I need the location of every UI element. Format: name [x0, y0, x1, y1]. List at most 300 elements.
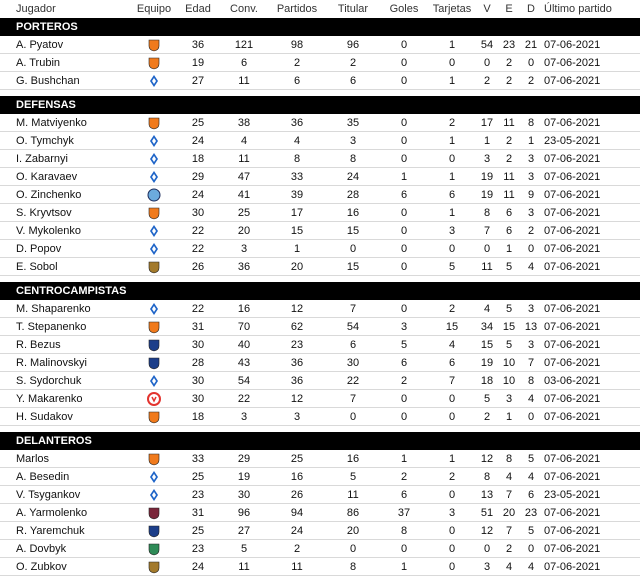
cell-date: 07-06-2021: [544, 411, 601, 423]
header-goles: Goles: [389, 3, 419, 15]
cell-titular: 8: [349, 561, 357, 573]
cell-tarjetas: 1: [448, 207, 456, 219]
player-name: V. Mykolenko: [16, 225, 82, 237]
cell-conv: 29: [237, 453, 251, 465]
team-badge: [134, 336, 174, 353]
cell-age: 25: [191, 117, 205, 129]
cell-tarjetas: 1: [448, 135, 456, 147]
cell-goles: 0: [400, 411, 408, 423]
cell-tarjetas: 2: [448, 471, 456, 483]
cell-d: 2: [527, 75, 535, 87]
cell-date: 07-06-2021: [544, 225, 601, 237]
cell-age: 18: [191, 411, 205, 423]
team-badge: [134, 504, 174, 521]
club-crest-icon: [147, 338, 161, 352]
player-name: G. Bushchan: [16, 75, 80, 87]
team-badge: [134, 54, 174, 71]
cell-age: 28: [191, 357, 205, 369]
cell-partidos: 15: [290, 225, 304, 237]
cell-partidos: 39: [290, 189, 304, 201]
cell-v: 8: [483, 207, 491, 219]
team-badge: [134, 222, 174, 239]
section-header: [0, 432, 640, 450]
cell-age: 36: [191, 39, 205, 51]
cell-titular: 0: [349, 411, 357, 423]
cell-titular: 16: [346, 453, 360, 465]
player-name: A. Dovbyk: [16, 543, 67, 555]
header-e: E: [505, 3, 513, 15]
cell-partidos: 3: [293, 411, 301, 423]
cell-d: 0: [527, 243, 535, 255]
club-crest-icon: [147, 392, 161, 406]
header-jugador: Jugador: [16, 3, 56, 15]
cell-e: 11: [503, 171, 515, 183]
cell-v: 2: [483, 411, 491, 423]
cell-titular: 11: [347, 489, 359, 501]
player-name: M. Shaparenko: [16, 303, 91, 315]
cell-goles: 0: [400, 261, 408, 273]
cell-conv: 96: [237, 507, 251, 519]
cell-date: 07-06-2021: [544, 471, 601, 483]
cell-goles: 6: [400, 357, 408, 369]
cell-d: 8: [527, 375, 535, 387]
cell-tarjetas: 3: [448, 225, 456, 237]
cell-partidos: 17: [290, 207, 304, 219]
cell-partidos: 11: [291, 561, 303, 573]
cell-goles: 0: [400, 153, 408, 165]
player-name: A. Pyatov: [16, 39, 64, 51]
player-name: S. Kryvtsov: [16, 207, 72, 219]
header-tarjetas: Tarjetas: [432, 3, 472, 15]
cell-titular: 3: [349, 135, 357, 147]
cell-age: 22: [191, 225, 205, 237]
club-crest-icon: [147, 452, 161, 466]
cell-e: 10: [502, 357, 516, 369]
cell-d: 4: [527, 393, 535, 405]
cell-partidos: 26: [290, 489, 304, 501]
team-badge: [134, 486, 174, 503]
cell-goles: 2: [400, 471, 408, 483]
table-header: [0, 0, 640, 18]
cell-conv: 54: [237, 375, 251, 387]
club-crest-icon: [147, 134, 161, 148]
player-name: D. Popov: [16, 243, 62, 255]
cell-partidos: 98: [290, 39, 304, 51]
team-badge: [134, 168, 174, 185]
cell-titular: 8: [349, 153, 357, 165]
cell-goles: 0: [400, 117, 408, 129]
cell-tarjetas: 0: [448, 543, 456, 555]
team-badge: [134, 408, 174, 425]
cell-tarjetas: 4: [448, 339, 456, 351]
player-name: M. Matviyenko: [16, 117, 87, 129]
section-title: PORTEROS: [16, 21, 78, 33]
player-name: T. Stepanenko: [16, 321, 87, 333]
cell-goles: 1: [400, 171, 408, 183]
cell-partidos: 33: [290, 171, 304, 183]
table-row: [0, 450, 640, 468]
cell-age: 23: [191, 489, 205, 501]
cell-v: 19: [480, 357, 494, 369]
cell-conv: 11: [238, 153, 250, 165]
team-badge: [134, 132, 174, 149]
cell-d: 0: [527, 411, 535, 423]
cell-v: 5: [483, 393, 491, 405]
player-name: I. Zabarnyi: [16, 153, 68, 165]
cell-tarjetas: 0: [448, 411, 456, 423]
cell-titular: 5: [349, 471, 357, 483]
cell-v: 0: [483, 543, 491, 555]
club-crest-icon: [147, 320, 161, 334]
cell-e: 4: [505, 561, 513, 573]
cell-goles: 3: [400, 321, 408, 333]
cell-age: 25: [191, 471, 205, 483]
cell-date: 07-06-2021: [544, 189, 601, 201]
cell-date: 07-06-2021: [544, 207, 601, 219]
team-badge: [134, 468, 174, 485]
table-row: [0, 522, 640, 540]
table-row: [0, 54, 640, 72]
player-name: S. Sydorchuk: [16, 375, 82, 387]
table-row: [0, 390, 640, 408]
table-row: [0, 408, 640, 426]
cell-age: 23: [191, 543, 205, 555]
team-badge: [134, 522, 174, 539]
cell-d: 1: [527, 135, 535, 147]
club-crest-icon: [147, 506, 161, 520]
cell-e: 7: [505, 525, 513, 537]
cell-goles: 0: [400, 135, 408, 147]
cell-e: 8: [505, 453, 513, 465]
table-row: [0, 336, 640, 354]
cell-conv: 6: [240, 57, 248, 69]
table-row: [0, 150, 640, 168]
cell-conv: 40: [237, 339, 251, 351]
club-crest-icon: [147, 224, 161, 238]
cell-tarjetas: 6: [448, 189, 456, 201]
cell-goles: 0: [400, 207, 408, 219]
header-conv: Conv.: [230, 3, 258, 15]
cell-titular: 96: [346, 39, 360, 51]
table-row: [0, 504, 640, 522]
cell-e: 15: [502, 321, 516, 333]
cell-d: 23: [524, 507, 538, 519]
table-row: [0, 540, 640, 558]
player-name: R. Bezus: [16, 339, 61, 351]
cell-titular: 20: [346, 525, 360, 537]
player-name: O. Zinchenko: [16, 189, 82, 201]
cell-v: 19: [480, 189, 494, 201]
cell-goles: 0: [400, 303, 408, 315]
cell-date: 07-06-2021: [544, 543, 601, 555]
cell-date: 07-06-2021: [544, 339, 601, 351]
cell-conv: 25: [237, 207, 251, 219]
table-row: [0, 72, 640, 90]
cell-v: 11: [481, 261, 493, 273]
cell-date: 07-06-2021: [544, 357, 601, 369]
player-name: O. Tymchyk: [16, 135, 74, 147]
cell-conv: 20: [237, 225, 251, 237]
team-badge: [134, 36, 174, 53]
cell-tarjetas: 2: [448, 303, 456, 315]
cell-d: 5: [527, 525, 535, 537]
cell-conv: 3: [240, 411, 248, 423]
cell-age: 24: [191, 189, 205, 201]
cell-conv: 27: [237, 525, 251, 537]
cell-age: 25: [191, 525, 205, 537]
cell-goles: 0: [400, 243, 408, 255]
cell-d: 4: [527, 261, 535, 273]
cell-conv: 30: [237, 489, 251, 501]
cell-e: 2: [505, 75, 513, 87]
cell-titular: 15: [346, 225, 360, 237]
cell-titular: 86: [346, 507, 360, 519]
club-crest-icon: [147, 560, 161, 574]
cell-conv: 4: [240, 135, 248, 147]
cell-goles: 37: [397, 507, 411, 519]
cell-age: 30: [191, 393, 205, 405]
team-badge: [134, 150, 174, 167]
player-name: O. Zubkov: [16, 561, 67, 573]
club-crest-icon: [147, 410, 161, 424]
cell-e: 1: [505, 411, 513, 423]
cell-e: 23: [502, 39, 516, 51]
cell-titular: 7: [349, 303, 357, 315]
cell-conv: 5: [240, 543, 248, 555]
club-crest-icon: [147, 74, 161, 88]
cell-partidos: 36: [290, 117, 304, 129]
section-header: [0, 282, 640, 300]
header-d: D: [527, 3, 535, 15]
cell-tarjetas: 1: [448, 453, 456, 465]
cell-age: 19: [191, 57, 205, 69]
cell-goles: 0: [400, 393, 408, 405]
club-crest-icon: [147, 206, 161, 220]
team-badge: [134, 558, 174, 575]
cell-partidos: 25: [290, 453, 304, 465]
cell-v: 4: [483, 303, 491, 315]
cell-conv: 121: [234, 39, 254, 51]
cell-date: 07-06-2021: [544, 321, 601, 333]
cell-titular: 6: [349, 339, 357, 351]
cell-partidos: 36: [290, 357, 304, 369]
cell-goles: 1: [400, 453, 408, 465]
cell-date: 23-05-2021: [544, 135, 601, 147]
cell-e: 7: [505, 489, 513, 501]
player-name: R. Yaremchuk: [16, 525, 85, 537]
player-name: R. Malinovskyi: [16, 357, 87, 369]
player-name: O. Karavaev: [16, 171, 78, 183]
cell-d: 0: [527, 57, 535, 69]
cell-partidos: 2: [293, 57, 301, 69]
section-title: DELANTEROS: [16, 435, 92, 447]
cell-tarjetas: 2: [448, 117, 456, 129]
cell-v: 15: [480, 339, 494, 351]
cell-age: 18: [191, 153, 205, 165]
cell-age: 27: [191, 75, 205, 87]
cell-partidos: 94: [290, 507, 304, 519]
cell-partidos: 4: [293, 135, 301, 147]
cell-tarjetas: 3: [448, 507, 456, 519]
cell-titular: 7: [349, 393, 357, 405]
team-badge: [134, 354, 174, 371]
cell-titular: 54: [346, 321, 360, 333]
table-row: [0, 240, 640, 258]
cell-age: 26: [191, 261, 205, 273]
cell-tarjetas: 0: [448, 57, 456, 69]
club-crest-icon: [147, 38, 161, 52]
cell-partidos: 36: [290, 375, 304, 387]
cell-titular: 2: [349, 57, 357, 69]
club-crest-icon: [147, 56, 161, 70]
cell-tarjetas: 6: [448, 357, 456, 369]
cell-goles: 1: [400, 561, 408, 573]
cell-d: 3: [527, 303, 535, 315]
section-header: [0, 18, 640, 36]
cell-conv: 22: [237, 393, 251, 405]
cell-tarjetas: 5: [448, 261, 456, 273]
cell-date: 07-06-2021: [544, 117, 601, 129]
cell-tarjetas: 0: [448, 489, 456, 501]
cell-e: 10: [502, 375, 516, 387]
cell-tarjetas: 0: [448, 525, 456, 537]
cell-goles: 8: [400, 525, 408, 537]
cell-d: 9: [527, 189, 535, 201]
club-crest-icon: [147, 374, 161, 388]
cell-age: 24: [191, 561, 205, 573]
cell-v: 51: [480, 507, 494, 519]
section-header: [0, 96, 640, 114]
cell-partidos: 24: [290, 525, 304, 537]
cell-goles: 0: [400, 225, 408, 237]
club-crest-icon: [147, 242, 161, 256]
team-badge: [134, 72, 174, 89]
cell-d: 7: [527, 357, 535, 369]
club-crest-icon: [147, 260, 161, 274]
cell-date: 07-06-2021: [544, 525, 601, 537]
player-name: A. Trubin: [16, 57, 61, 69]
cell-goles: 0: [400, 75, 408, 87]
cell-conv: 11: [238, 561, 250, 573]
team-badge: [134, 450, 174, 467]
cell-v: 17: [480, 117, 494, 129]
cell-date: 23-05-2021: [544, 489, 601, 501]
cell-goles: 6: [400, 189, 408, 201]
cell-e: 4: [505, 471, 513, 483]
cell-age: 30: [191, 375, 205, 387]
cell-e: 2: [505, 135, 513, 147]
cell-conv: 47: [237, 171, 251, 183]
cell-date: 07-06-2021: [544, 153, 601, 165]
table-row: [0, 486, 640, 504]
cell-v: 3: [483, 561, 491, 573]
player-name: V. Tsygankov: [16, 489, 81, 501]
cell-titular: 35: [346, 117, 360, 129]
club-crest-icon: [147, 116, 161, 130]
cell-e: 2: [505, 57, 513, 69]
cell-titular: 16: [346, 207, 360, 219]
cell-tarjetas: 1: [448, 75, 456, 87]
cell-d: 3: [527, 153, 535, 165]
cell-age: 31: [191, 321, 205, 333]
cell-d: 3: [527, 171, 535, 183]
team-badge: [134, 540, 174, 557]
cell-titular: 0: [349, 543, 357, 555]
header-equipo: Equipo: [136, 3, 172, 15]
cell-v: 1: [483, 135, 491, 147]
player-name: Marlos: [16, 453, 50, 465]
cell-goles: 6: [400, 489, 408, 501]
table-row: [0, 300, 640, 318]
cell-partidos: 2: [293, 543, 301, 555]
cell-partidos: 1: [293, 243, 301, 255]
cell-v: 54: [480, 39, 494, 51]
cell-age: 22: [191, 243, 205, 255]
cell-d: 4: [527, 561, 535, 573]
cell-v: 3: [483, 153, 491, 165]
cell-d: 5: [527, 453, 535, 465]
cell-tarjetas: 7: [448, 375, 456, 387]
club-crest-icon: [147, 542, 161, 556]
cell-goles: 0: [400, 543, 408, 555]
cell-goles: 2: [400, 375, 408, 387]
cell-age: 29: [191, 171, 205, 183]
cell-d: 4: [527, 471, 535, 483]
cell-e: 1: [505, 243, 513, 255]
cell-date: 07-06-2021: [544, 453, 601, 465]
cell-conv: 11: [238, 75, 250, 87]
cell-partidos: 16: [290, 471, 304, 483]
header-edad: Edad: [185, 3, 211, 15]
cell-e: 5: [505, 261, 513, 273]
table-row: [0, 558, 640, 576]
club-crest-icon: [147, 302, 161, 316]
club-crest-icon: [147, 524, 161, 538]
cell-e: 20: [502, 507, 516, 519]
section-title: DEFENSAS: [16, 99, 76, 111]
cell-age: 24: [191, 135, 205, 147]
cell-d: 13: [524, 321, 538, 333]
table-row: [0, 222, 640, 240]
team-badge: [134, 240, 174, 257]
table-row: [0, 186, 640, 204]
cell-conv: 70: [237, 321, 251, 333]
cell-tarjetas: 0: [448, 561, 456, 573]
player-name: H. Sudakov: [16, 411, 73, 423]
cell-date: 07-06-2021: [544, 261, 601, 273]
table-body: [0, 18, 640, 576]
club-crest-icon: [147, 170, 161, 184]
cell-e: 2: [505, 153, 513, 165]
cell-partidos: 12: [290, 393, 304, 405]
team-badge: [134, 372, 174, 389]
cell-e: 5: [505, 303, 513, 315]
header-partidos: Partidos: [276, 3, 318, 15]
cell-e: 5: [505, 339, 513, 351]
cell-age: 33: [191, 453, 205, 465]
table-row: [0, 132, 640, 150]
cell-v: 7: [483, 225, 491, 237]
cell-tarjetas: 15: [445, 321, 459, 333]
club-crest-icon: [147, 188, 161, 202]
cell-d: 8: [527, 117, 535, 129]
cell-titular: 6: [349, 75, 357, 87]
cell-goles: 0: [400, 57, 408, 69]
cell-titular: 30: [346, 357, 360, 369]
club-crest-icon: [147, 152, 161, 166]
cell-d: 3: [527, 207, 535, 219]
cell-date: 07-06-2021: [544, 171, 601, 183]
